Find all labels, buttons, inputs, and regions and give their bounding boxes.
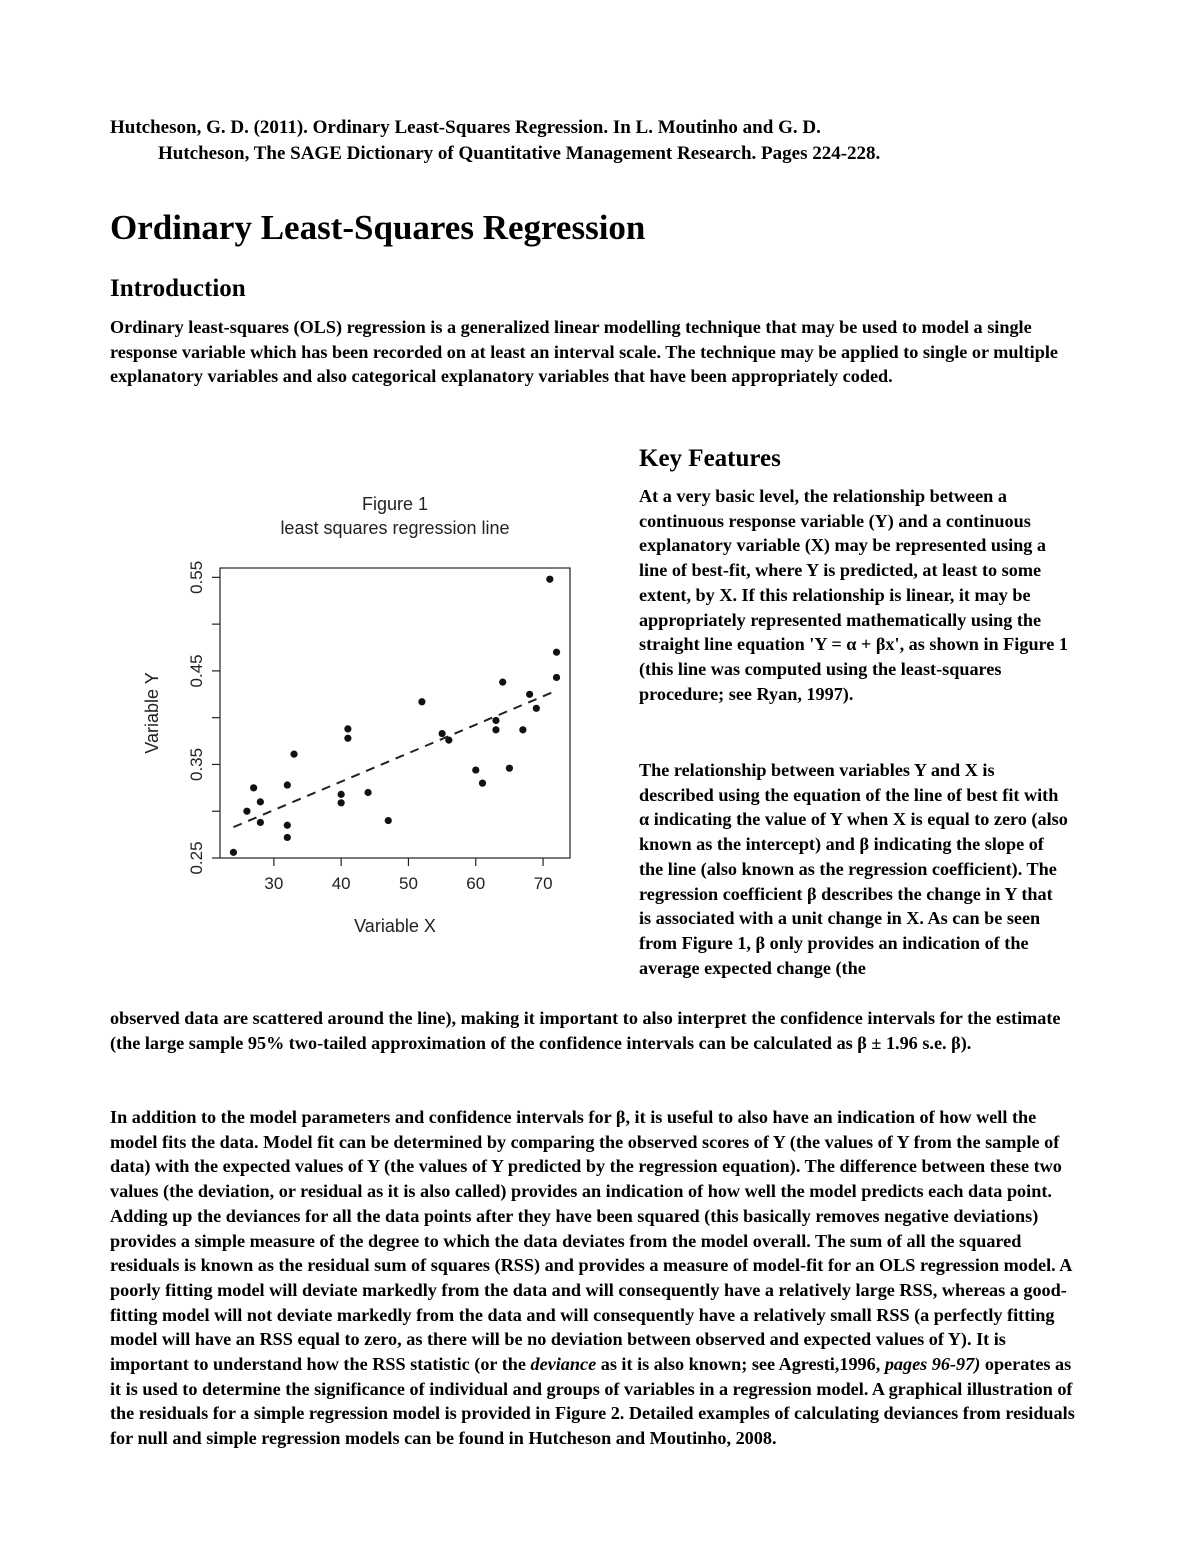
introduction-heading: Introduction — [110, 275, 246, 302]
chart-title: Figure 1 — [361, 494, 429, 514]
figure-1 — [130, 480, 610, 950]
x-tick-label: 60 — [466, 874, 486, 893]
data-point — [533, 705, 540, 712]
y-tick-label: 0.35 — [187, 747, 206, 781]
data-point — [506, 765, 513, 772]
y-axis — [187, 561, 220, 875]
regression-line — [233, 691, 556, 828]
deviance-term: deviance — [530, 1354, 597, 1375]
data-point — [257, 819, 264, 826]
model-fit-text-1: In addition to the model parameters and confidence intervals for β, it is useful to also have an indication of how well the model fits the data. Model fit can be determined by comparing the observed scores of Y (the values of Y from the sample of data) with the expected values of Y (the values of Y predicted by the regression equation). The difference between these two values (the deviation, or residual as it is also called) provides an indication of how well the model predicts each data point. Adding up the deviances for all the data points after they have been squared (this basically removes negative deviations) provides a simple measure of the degree to which the data deviates from the model overall. The sum of all the squared residuals is known as the residual sum of squares (RSS) and provides a measure of model-fit for an OLS regression model. A poorly fitting model will deviate markedly from the data and will consequently have a relatively large RSS, whereas a good-fitting model will not deviate markedly from the data and will consequently have a relatively small RSS (a perfectly fitting model will have an RSS equal to zero, as there will be no deviation between observed and expected values of Y). It is important to understand how the RSS statistic (or the — [110, 1107, 1072, 1375]
data-point — [284, 822, 291, 829]
key-features-paragraph-1: At a very basic level, the relationship between a continuous response variable (Y) and a continuous explanatory variable (X) may be represented using a line of best-fit, where Y is predicted, at least to some extent, by X. If this relationship is linear, it may be appropriately represented mathematically using the straight line equation 'Y = α + βx', as shown in Figure 1 (this line was computed using the least-squares procedure; see Ryan, 1997). — [639, 486, 1069, 704]
data-point — [364, 789, 371, 796]
data-point — [284, 834, 291, 841]
data-point — [385, 817, 392, 824]
y-axis-label: Variable Y — [142, 672, 162, 754]
pages-reference: pages 96-97) — [884, 1354, 981, 1375]
page-title: Ordinary Least-Squares Regression — [110, 208, 646, 247]
data-point — [492, 726, 499, 733]
model-fit-paragraph — [110, 1105, 1075, 1451]
data-point — [257, 798, 264, 805]
citation — [110, 115, 1090, 167]
scatter-chart — [130, 480, 610, 950]
data-point — [546, 576, 553, 583]
plot-frame — [220, 568, 570, 858]
chart-subtitle: least squares regression line — [280, 518, 510, 538]
data-point — [344, 725, 351, 732]
data-point — [439, 730, 446, 737]
model-fit-text-2: as it is also known; see Agresti,1996, — [596, 1354, 885, 1375]
data-point — [290, 751, 297, 758]
x-tick-label: 70 — [533, 874, 553, 893]
y-tick-label: 0.55 — [187, 560, 206, 594]
key-features-heading: Key Features — [639, 445, 781, 472]
data-point — [250, 784, 257, 791]
citation-line-2: Hutcheson, The SAGE Dictionary of Quantitative Management Research. Pages 224-228. — [158, 143, 881, 164]
x-axis — [264, 858, 552, 893]
model-fit-text-3: operates as it is used to determine the significance of individual and groups of variables in a regression model. A graphical illustration of the residuals for a simple regression model is provided in Figure 2. Detailed examples of calculating deviances from residuals for null and simple regression models can be found in Hutcheson and Moutinho, 2008. — [110, 1354, 1075, 1449]
data-point — [338, 799, 345, 806]
data-point — [418, 698, 425, 705]
y-tick-label: 0.45 — [187, 654, 206, 688]
citation-line-1: Hutcheson, G. D. (2011). Ordinary Least-Squares Regression. In L. Moutinho and G. D. — [110, 117, 821, 138]
data-point — [338, 791, 345, 798]
data-point — [519, 726, 526, 733]
data-point — [499, 679, 506, 686]
key-features-paragraph-2: The relationship between variables Y and X is described using the equation of the line of best fit with α indicating the value of Y when X is equal to zero (also known as the intercept) and β indicating the slope of the line (also known as the regression coefficient). The regression coefficient β describes the change in Y that is associated with a unit change in X. As can be seen from Figure 1, β only provides an indication of the average expected change (the — [639, 760, 1068, 978]
data-point — [526, 691, 533, 698]
data-point — [479, 780, 486, 787]
data-point — [243, 808, 250, 815]
x-axis-label: Variable X — [354, 916, 436, 936]
x-tick-label: 50 — [399, 874, 418, 893]
data-point — [472, 766, 479, 773]
x-tick-label: 30 — [264, 874, 284, 893]
x-tick-label: 40 — [331, 874, 351, 893]
data-point — [553, 674, 560, 681]
introduction-paragraph: Ordinary least-squares (OLS) regression is a generalized linear modelling technique that may be used to model a single response variable which has been recorded on at least an interval scale. The technique may be applied to single or multiple explanatory variables and also categorical explanatory variables that have been appropriately coded. — [110, 317, 1058, 387]
data-point — [344, 735, 351, 742]
data-point — [553, 649, 560, 656]
data-points — [230, 576, 560, 856]
data-point — [284, 781, 291, 788]
data-point — [492, 717, 499, 724]
data-point — [230, 849, 237, 856]
key-features-paragraph-2-continued: observed data are scattered around the line), making it important to also interpret the confidence intervals for the estimate (the large sample 95% two-tailed approximation of the confidence intervals can be calculated as β ± 1.96 s.e. β). — [110, 1008, 1061, 1053]
y-tick-label: 0.25 — [187, 841, 206, 875]
